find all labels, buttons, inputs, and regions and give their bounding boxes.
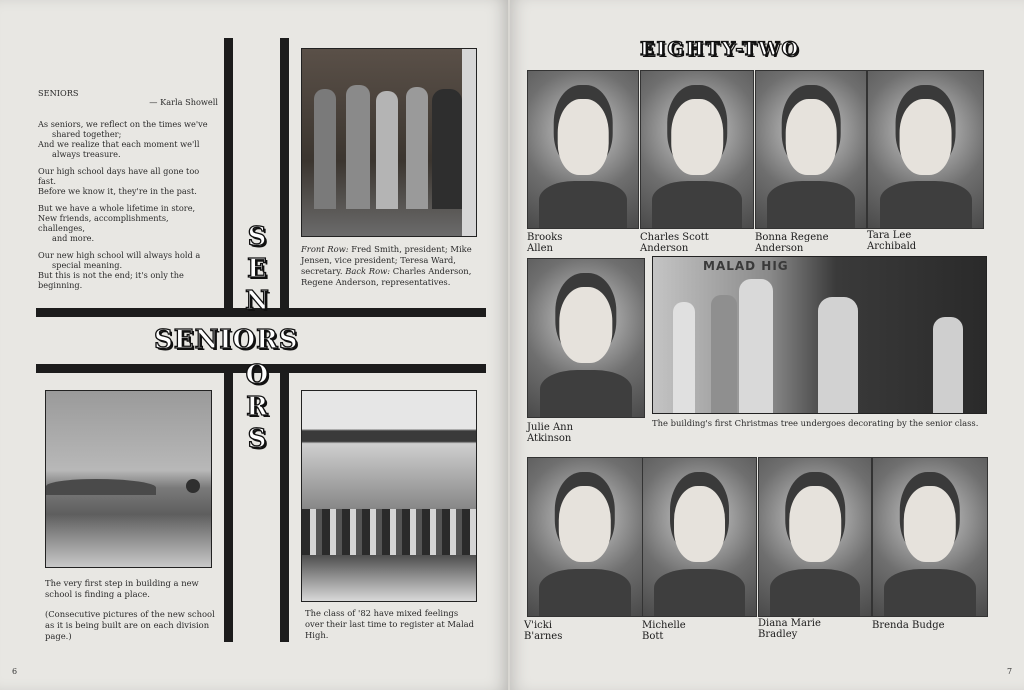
vertical-title-letter-e: E <box>247 254 267 284</box>
portrait-bonna-regene-anderson <box>755 70 867 229</box>
vertical-title-letter-s: S <box>247 222 267 252</box>
portrait-tara-lee-archibald <box>867 70 984 229</box>
registration-photo <box>301 390 477 602</box>
christmas-tree-caption: The building's first Christmas tree undergoes decorating by the senior class. <box>652 418 979 428</box>
poem-stanza-3: But we have a whole lifetime in store, New friends, accomplishments, challenges, and more. <box>38 203 196 243</box>
name-tara-lee-archibald: Tara Lee Archibald <box>867 230 917 252</box>
vertical-title-letter-s2: S <box>247 424 267 454</box>
christmas-tree-photo <box>652 256 987 414</box>
right-page-title: EIGHTY-TWO <box>640 38 801 60</box>
senior-officers-photo <box>301 48 477 237</box>
portrait-brenda-budge <box>872 457 988 617</box>
poem-stanza-1: As seniors, we reflect on the times we've shared together; And we realize that each moment we'll always treasure. <box>38 119 208 159</box>
name-charles-scott-anderson: Charles Scott Anderson <box>640 232 709 254</box>
name-brooks-allen: Brooks Allen <box>527 232 563 254</box>
poem-stanza-4: Our new high school will always hold a special meaning. But this is not the end; it's only the beginning. <box>38 250 201 290</box>
vertical-title-letter-o: O <box>245 360 269 390</box>
senior-officers-caption: Front Row: Fred Smith, president; Mike Jensen, vice president; Teresa Ward, secretary. Back Row: Charles Anderson, Regene Anderson, representatives. <box>301 244 472 287</box>
page-number-left: 6 <box>12 667 18 676</box>
name-diana-marie-bradley: Diana Marie Bradley <box>758 618 821 640</box>
poem-title: SENIORS <box>38 88 79 98</box>
page-number-right: 7 <box>1007 667 1013 676</box>
name-julie-ann-atkinson: Julie Ann Atkinson <box>527 422 574 444</box>
left-page <box>0 0 508 690</box>
name-vicki-barnes: V'icki B'arnes <box>524 620 563 642</box>
portrait-diana-marie-bradley <box>758 457 872 617</box>
right-page <box>510 0 1024 690</box>
poem <box>38 88 218 297</box>
name-bonna-regene-anderson: Bonna Regene Anderson <box>755 232 829 254</box>
school-sign-text: MALAD HIG <box>703 259 789 273</box>
poem-stanza-2: Our high school days have all gone too fast. Before we know it, they're in the past. <box>38 166 200 196</box>
portrait-brooks-allen <box>527 70 639 229</box>
name-brenda-budge: Brenda Budge <box>872 620 945 631</box>
poem-author: — Karla Showell <box>149 97 218 107</box>
portrait-julie-ann-atkinson <box>527 258 645 418</box>
school-site-photo <box>45 390 212 568</box>
registration-caption: The class of '82 have mixed feelings over their last time to register at Malad High. <box>305 608 475 640</box>
portrait-vicki-barnes <box>527 457 643 617</box>
portrait-charles-scott-anderson <box>640 70 754 229</box>
vertical-title-letter-r: R <box>246 392 268 422</box>
portrait-michelle-bott <box>642 457 757 617</box>
school-site-caption: The very first step in building a new school is finding a place. (Consecutive pictures of the new school as it is being built are on each division page.) <box>45 578 215 641</box>
name-michelle-bott: Michelle Bott <box>642 620 686 642</box>
horizontal-title: SENIORS <box>154 325 299 355</box>
vertical-title-letter-n: N <box>245 286 269 316</box>
